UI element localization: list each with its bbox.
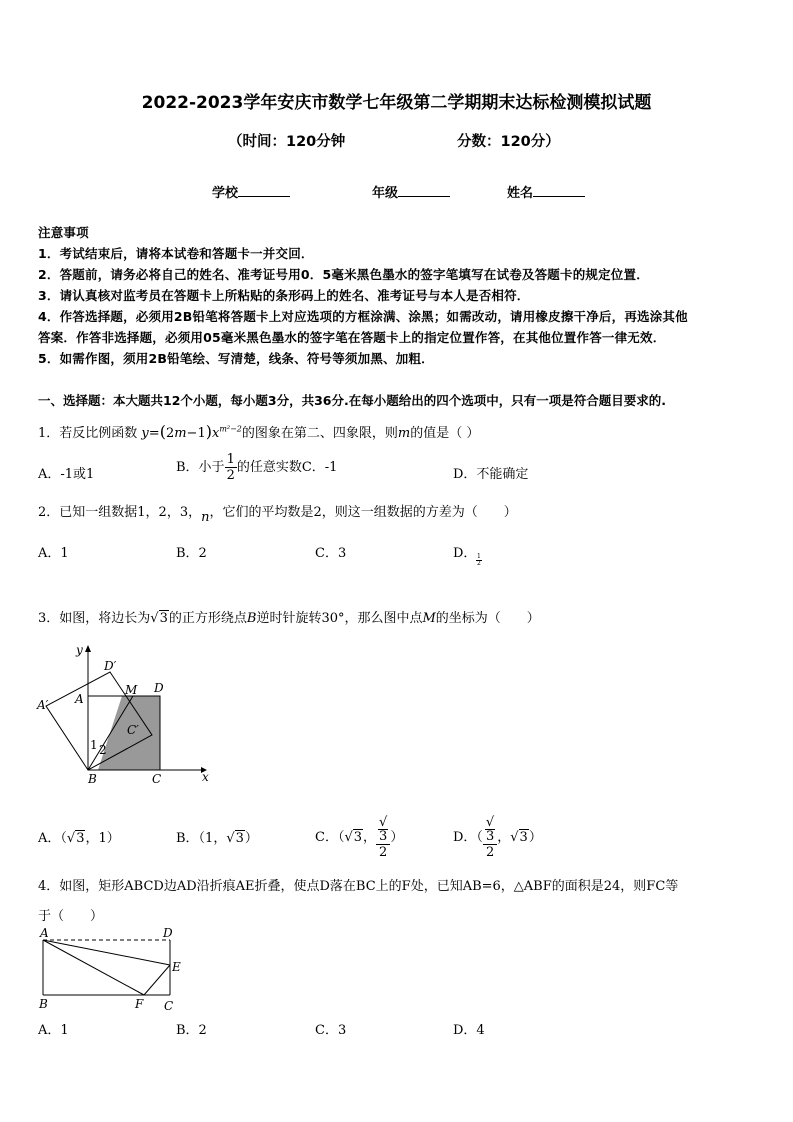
q1-optb-text: B．小于 [176,460,225,475]
denominator: 2 [485,845,495,860]
q3-opt-text: B．（1， [176,831,227,846]
numerator: 1 [477,553,481,560]
label-d: D [154,681,164,695]
label-a-prime: A′ [37,698,49,712]
notice-item: 1．考试结束后，请将本试卷和答题卡一并交回． [38,246,314,261]
numerator: 1 [226,452,235,467]
label-a: A [75,692,84,706]
q1-paren: ) [205,422,212,441]
radicand: 3 [235,831,244,846]
fold-ae [43,940,170,965]
q1-text: 的图象在第二、四象限，则 [241,426,398,441]
question-4-line-2: 于（ ） [38,909,104,924]
q3-point-m: M [422,611,436,626]
fraction: √ 3 2 [483,816,497,859]
question-3 [38,607,540,626]
radicand: 3 [485,829,495,844]
label-d: D [163,926,173,940]
q1-x: x [211,426,220,441]
q1-minus: −1 [186,426,206,441]
q3-point-b: B [246,611,257,626]
section-heading: 一、选择题：本大题共12个小题，每小题3分，共36分.在每小题给出的四个选项中，只有一项是符合题目要求的. [38,393,666,408]
label-b: B [39,997,48,1011]
q2-n: n [201,510,210,525]
school-field [212,182,290,201]
q1-exponent: m²−2 [219,424,242,434]
q3-opt-text: C．（ [315,830,345,845]
radicand: 3 [76,831,85,846]
q4-option-d: D．4 [453,1023,485,1038]
q2-option-b: B．2 [176,546,207,561]
q2-option-d: D． [453,546,477,561]
q1-option-b [176,453,337,482]
sqrt-sign: √ [150,611,159,626]
q3-opt-text: ） [390,830,404,845]
notice-item: 3．请认真核对监考员在答题卡上所粘贴的条形码上的姓名、准考证号与本人是否相符． [38,288,530,303]
notice-item: 答案．作答非选择题，必须用05毫米黑色墨水的签字笔在答题卡上的指定位置作答，在其他位置作答一律无效． [38,330,666,345]
q2-option-c: C．3 [315,546,347,561]
label-c-prime: C′ [127,723,139,737]
grade-blank [398,184,450,197]
q3-text: 逆时针旋转30°，那么图中点 [256,611,423,626]
exam-time: （时间：120分钟 [228,134,346,150]
grade-field [372,182,450,201]
label-f: F [135,997,144,1011]
q3-opt-text: ） [528,830,542,845]
angle-2: 2 [99,743,107,757]
fraction: √ 3 2 [376,816,390,859]
q1-coef: 2 [165,426,175,441]
q1-m: m [397,426,411,441]
q2-text: ，它们的平均数是2，则这一组数据的方差为（ ） [209,505,517,520]
q4-option-b: B．2 [176,1023,207,1038]
label-m: M [125,683,138,697]
q3-option-a: A．（√3，1） [38,831,120,846]
q3-option-b: B．（1，√3） [176,831,258,846]
notice-item: 5．如需作图，须用2B铅笔绘、写清楚，线条、符号等须加黑、加粗． [38,351,434,366]
q3-opt-text: A．（ [38,831,67,846]
label-c: C [164,999,174,1013]
q3-opt-text: ） [244,831,258,846]
label-y: y [76,643,83,657]
question-2 [38,501,517,525]
q3-opt-text: ， [497,830,511,845]
q3-text: 的正方形绕点 [168,611,247,626]
q1-eq: = [148,426,160,441]
q2-option-a: A．1 [38,546,69,561]
q3-option-d: D．（ √ 3 2 ，√3） [453,815,542,860]
q3-option-c: C．（√3， √ 3 2 ） [315,815,404,860]
q4-figure [34,925,194,1015]
label-c: C [152,772,162,786]
q4-option-a: A．1 [38,1023,69,1038]
notice-heading: 注意事项 [38,225,89,240]
fraction [225,453,237,482]
label-d-prime: D′ [104,659,117,673]
segment-af [43,940,144,995]
q1-paren: ( [159,422,166,441]
label-e: E [172,960,181,974]
page-title: 2022-2023学年安庆市数学七年级第二学期期末达标检测模拟试题 [141,93,652,113]
q3-opt-text: ，1） [85,831,120,846]
question-1 [38,422,479,441]
radicand: 3 [379,829,388,844]
grade-label: 年级 [372,186,399,201]
school-label: 学校 [212,186,239,201]
angle-1: 1 [90,738,98,752]
q1-optb-text: 的任意实数C．-1 [236,460,338,475]
denominator: 2 [477,560,481,567]
q3-text: 的坐标为（ ） [435,611,540,626]
exam-score: 分数：120分） [457,134,560,150]
q3-figure [36,640,216,790]
denominator: 2 [379,845,388,860]
label-b: B [88,772,97,786]
q1-text: 1．若反比例函数 [38,426,138,441]
question-4-line-1: 4．如图，矩形ABCD边AD沿折痕AE折叠，使点D落在BC上的F处，已知AB=6，△ABF的面积是24，则FC等 [38,879,679,894]
segment-fe [144,965,170,995]
y-axis-arrow [85,645,91,652]
denominator: 2 [226,468,235,483]
notice-item: 2．答题前，请务必将自己的姓名、准考证号用0．5毫米黑色墨水的签字笔填写在试卷及答题卡的规定位置． [38,267,649,282]
radicand: 3 [159,611,168,626]
q1-text: 的值是（ ） [410,426,480,441]
q1-y: y [141,426,149,441]
radicand: 3 [353,830,363,845]
label-a: A [40,926,49,940]
name-field [507,182,585,201]
name-blank [533,184,585,197]
q3-text: 3．如图，将边长为 [38,611,151,626]
name-label: 姓名 [507,186,534,201]
notice-item: 4．作答选择题，必须用2B铅笔将答题卡上对应选项的方框涂满、涂黑；如需改动，请用橡皮擦干净后，再选涂其他 [38,309,688,324]
q2-text: 2．已知一组数据1，2，3， [38,505,202,520]
school-blank [238,184,290,197]
q4-option-c: C．3 [315,1023,347,1038]
q2-optd-fraction [476,554,482,567]
q3-opt-text: ， [363,830,377,845]
q1-option-a: A．-1或1 [38,467,95,482]
q1-option-d: D．不能确定 [453,467,529,482]
label-x: x [202,770,209,784]
radicand: 3 [519,830,528,845]
q3-opt-text: D．（ [453,830,483,845]
q1-m: m [174,426,187,441]
